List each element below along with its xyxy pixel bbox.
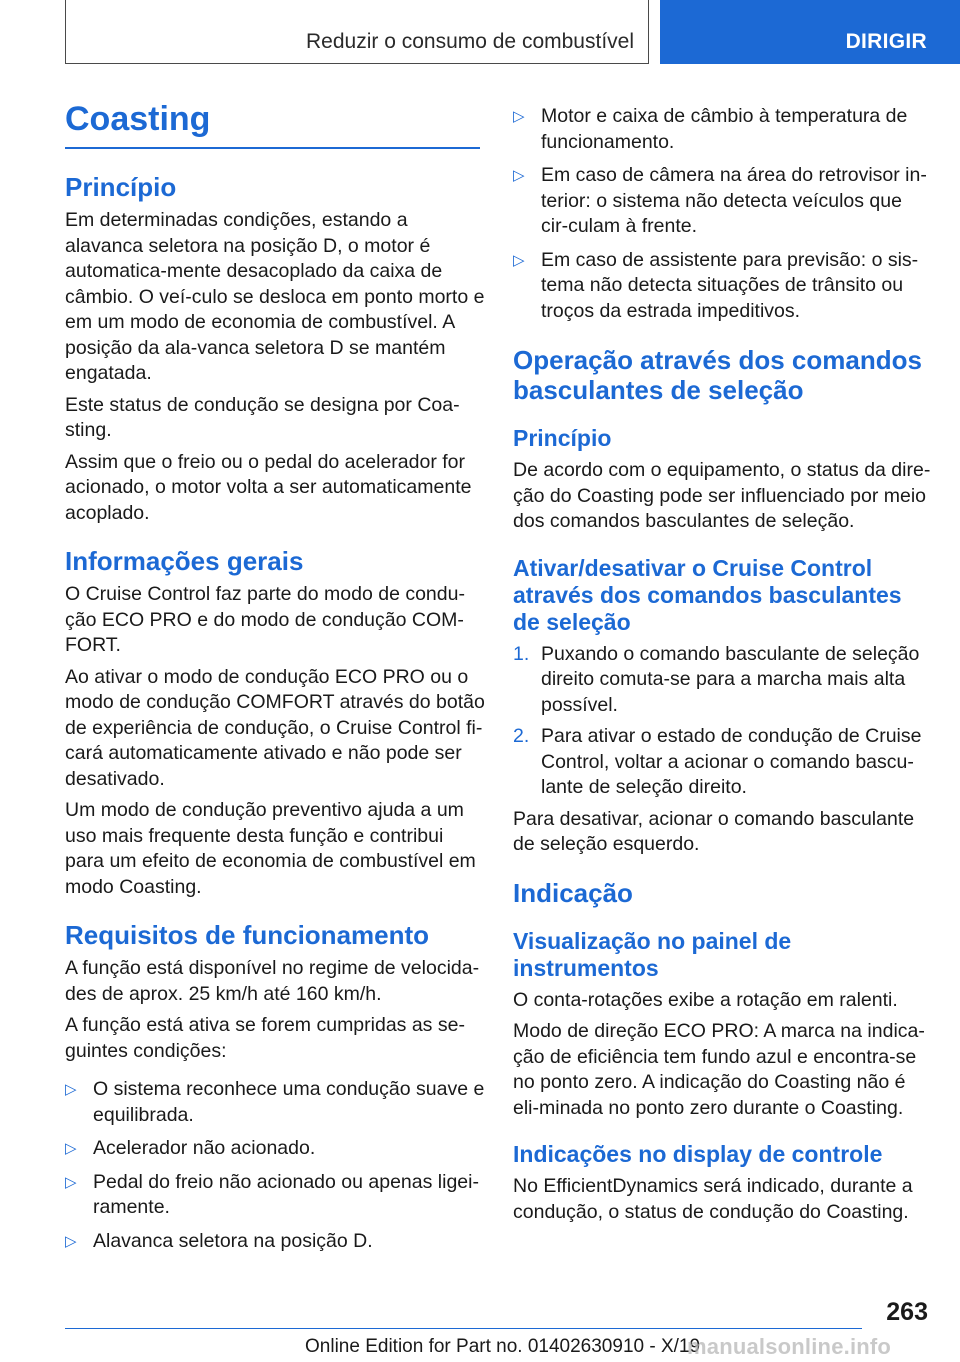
- heading-indicacao: Indicação: [513, 877, 633, 908]
- list-item: ▷ Alavanca seletora na posição D.: [65, 1229, 485, 1255]
- list-item: ▷ O sistema reconhece uma condução suave e equilibrada.: [65, 1078, 485, 1126]
- header-section-title: Reduzir o consumo de combustível: [306, 30, 634, 53]
- info-paragraph-2: Ao ativar o modo de condução ECO PRO ou o modo de condução COMFORT através do botão de experiência de condução, o Cruise Control fi-cará automaticamente ativado e não pode ser desativado.: [65, 665, 485, 790]
- indicacao-paragraph-3: No EfficientDynamics será indicado, durante a condução, o status de condução do Coasting.: [513, 1175, 913, 1223]
- principio-paragraph-3: Assim que o freio ou o pedal do acelerador for acionado, o motor volta a ser automaticamente acoplado.: [65, 450, 472, 524]
- principio-paragraph-1: Em determinadas condições, estando a alavanca seletora na posição D, o motor é automatica-mente desacoplado da caixa de câmbio. O veí-culo se desloca em ponto morto e em um modo de economia de combustível. A posição da ala-vanca seletora D se mantém engatada.: [65, 209, 485, 384]
- subheading-principio: Princípio: [513, 425, 612, 451]
- title-divider: [65, 147, 480, 149]
- list-item: 2. Para ativar o estado de condução de Cruise Control, voltar a acionar o comando bascu-lante de seleção direito.: [513, 725, 922, 798]
- principio-paragraph-2: Este status de condução se designa por Coa-sting.: [65, 393, 460, 441]
- list-item: ▷ Em caso de câmera na área do retrovisor in-terior: o sistema não detecta veículos que cir-culam à frente.: [513, 164, 927, 237]
- requisitos-list: [65, 1077, 485, 1254]
- triangle-bullet-icon: ▷: [65, 1140, 77, 1157]
- heading-operacao: Operação através dos comandos basculantes de seleção: [513, 345, 922, 405]
- steps-list: [513, 642, 933, 801]
- list-item: 1. Puxando o comando basculante de seleção direito comuta-se para a marcha mais alta possível.: [513, 642, 920, 716]
- page-title: Coasting: [65, 100, 211, 138]
- triangle-bullet-icon: ▷: [65, 1173, 77, 1191]
- footer-edition: Online Edition for Part no. 01402630910 - X/19: [305, 1336, 701, 1357]
- heading-principio: Princípio: [65, 172, 177, 202]
- left-column: [65, 172, 485, 1262]
- page-number: 263: [886, 1298, 928, 1326]
- subheading-display-controle: Indicações no display de controle: [513, 1141, 883, 1167]
- triangle-bullet-icon: ▷: [65, 1232, 77, 1250]
- heading-requisitos: Requisitos de funcionamento: [65, 920, 430, 950]
- operacao-paragraph-1: De acordo com o equipamento, o status da dire-ção do Coasting pode ser influenciado por meio dos comandos basculantes de seleção.: [513, 459, 931, 532]
- list-item: ▷ Motor e caixa de câmbio à temperatura de funcionamento.: [513, 105, 908, 153]
- header-section-box: [65, 0, 649, 64]
- indicacao-paragraph-1: O conta-rotações exibe a rotação em ralenti.: [513, 988, 898, 1011]
- right-column: [513, 104, 933, 1225]
- chapter-tab-label: DIRIGIR: [845, 30, 927, 53]
- footer-divider: [65, 1328, 862, 1329]
- step-number: 2.: [513, 725, 530, 747]
- conditions-list-continued: [513, 104, 933, 324]
- list-item: ▷ Acelerador não acionado.: [65, 1136, 485, 1162]
- triangle-bullet-icon: ▷: [513, 108, 525, 125]
- triangle-bullet-icon: ▷: [65, 1081, 77, 1098]
- list-item: ▷ Pedal do freio não acionado ou apenas ligei-ramente.: [65, 1170, 479, 1218]
- operacao-paragraph-2: Para desativar, acionar o comando basculante de seleção esquerdo.: [513, 807, 915, 855]
- triangle-bullet-icon: ▷: [513, 251, 525, 269]
- watermark: manualsonline.info: [687, 1334, 892, 1359]
- subheading-ativar-desativar: Ativar/desativar o Cruise Control através dos comandos basculantes de seleção: [513, 554, 902, 635]
- info-paragraph-1: O Cruise Control faz parte do modo de condu-ção ECO PRO e do modo de condução COM-FORT.: [65, 583, 465, 656]
- indicacao-paragraph-2: Modo de direção ECO PRO: A marca na indica-ção de eficiência tem fundo azul e encontra-se no ponto zero. A indicação do Coasting não é eli-minada no ponto zero durante o Coasting.: [513, 1020, 925, 1119]
- step-number: 1.: [513, 642, 530, 665]
- requisitos-paragraph-2: A função está ativa se forem cumpridas as se-guintes condições:: [65, 1014, 465, 1062]
- list-item: ▷ Em caso de assistente para previsão: o sis-tema não detecta situações de trânsito ou troços da estrada impeditivos.: [513, 248, 919, 322]
- heading-informacoes-gerais: Informações gerais: [65, 546, 304, 576]
- triangle-bullet-icon: ▷: [513, 167, 525, 184]
- chapter-tab[interactable]: [660, 0, 960, 64]
- requisitos-paragraph-1: A função está disponível no regime de velocida-des de aprox. 25 km/h até 160 km/h.: [65, 957, 480, 1005]
- info-paragraph-3: Um modo de condução preventivo ajuda a um uso mais frequente desta função e contribui para um efeito de economia de combustível em modo Coasting.: [65, 799, 476, 898]
- subheading-painel-instrumentos: Visualização no painel de instrumentos: [513, 927, 792, 981]
